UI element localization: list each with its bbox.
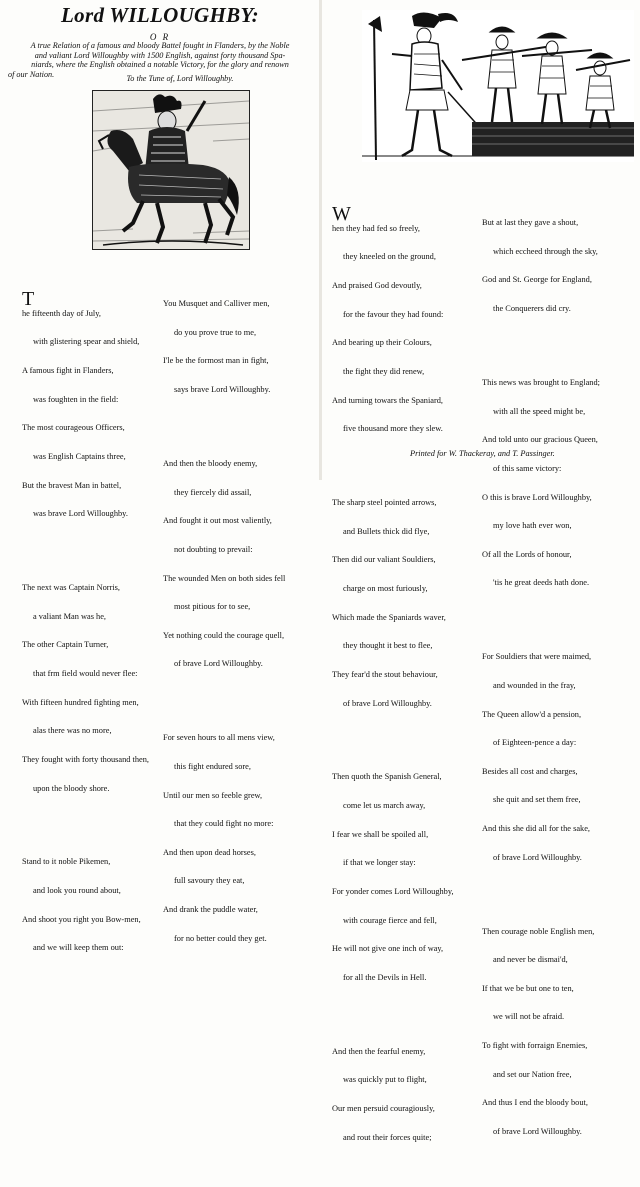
verse-column-4	[482, 180, 638, 1182]
verse-line: With fifteen hundred fighting men,	[22, 697, 139, 707]
verse-line: And then the bloody enemy,	[163, 458, 258, 468]
stanza	[22, 838, 172, 972]
verse-line: of brave Lord Willoughby.	[174, 659, 263, 669]
verse-line: not doubting to prevail:	[174, 544, 253, 554]
verse-line: that frm field would never flee:	[33, 668, 138, 678]
verse-line: and rout their forces quite;	[343, 1132, 432, 1142]
verse-line: the fight they did renew,	[343, 366, 425, 376]
verse-line: This news was brought to England;	[482, 377, 600, 387]
verse-line: I'le be the formost man in fight,	[163, 356, 269, 366]
verse-line: alas there was no more,	[33, 726, 112, 736]
drop-cap: T	[22, 287, 35, 310]
or-line: O R	[149, 32, 171, 42]
verse-line: with glistering spear and shield,	[33, 337, 140, 347]
verse-line: most pitious for to see,	[174, 602, 251, 612]
verse-line: that they could fight no more:	[174, 819, 274, 829]
verse-line: was brave Lord Willoughby.	[33, 509, 128, 519]
verse-line: And this she did all for the sake,	[482, 824, 590, 834]
verse-line: my love hath ever won,	[493, 521, 572, 531]
verse-line: Then courage noble English men,	[482, 926, 595, 936]
verse-line: You Musquet and Calliver men,	[163, 299, 270, 309]
woodcut-soldiers	[362, 10, 634, 162]
verse-line: And drank the puddle water,	[163, 905, 258, 915]
verse-line: and wounded in the fray,	[493, 680, 576, 690]
verse-line: full savoury they eat,	[174, 876, 245, 886]
verse-line: 'tis he great deeds hath done.	[493, 578, 590, 588]
verse-line: says brave Lord Willoughby.	[174, 385, 271, 395]
verse-line: But the bravest Man in battel,	[22, 480, 122, 490]
verse-line: And told unto our gracious Queen,	[482, 435, 598, 445]
verse-column-2	[163, 261, 317, 988]
verse-line: of brave Lord Willoughby.	[343, 698, 432, 708]
verse-line: And fought it out most valiently,	[163, 516, 272, 526]
verse-line: and Bullets thick did flye,	[343, 526, 430, 536]
stanza	[482, 907, 638, 1155]
verse-line: of Eighteen-pence a day:	[493, 738, 577, 748]
verse-line: and never be dismai'd,	[493, 955, 568, 965]
verse-line: The next was Captain Norris,	[22, 583, 121, 593]
stanza	[332, 1028, 482, 1162]
verse-line: and set our Nation free,	[493, 1069, 572, 1079]
verse-line: for the favour they had found:	[343, 309, 444, 319]
verse-line: Of all the Lords of honour,	[482, 549, 572, 559]
verse-line: they kneeled on the ground,	[343, 252, 436, 262]
verse-line: of brave Lord Willoughby.	[493, 852, 582, 862]
verse-line: To fight with forraign Enemies,	[482, 1041, 588, 1051]
verse-line: The other Captain Turner,	[22, 640, 109, 650]
verse-column-3	[332, 176, 482, 1187]
stanza	[482, 199, 638, 333]
stanza	[332, 195, 482, 453]
verse-line: charge on most furiously,	[343, 583, 428, 593]
stanza	[163, 714, 317, 962]
verse-line: For yonder comes Lord Willoughby,	[332, 886, 454, 896]
verse-line: Stand to it noble Pikemen,	[22, 857, 111, 867]
verse-line: he fifteenth day of July,	[22, 308, 101, 318]
verse-line: Until our men so feeble grew,	[163, 790, 263, 800]
stanza	[482, 633, 638, 881]
stanza	[163, 440, 317, 688]
verse-line: hen they had fed so freely,	[332, 223, 420, 233]
right-page	[322, 0, 640, 1142]
verse-line: come let us march away,	[343, 801, 426, 810]
verse-line: of brave Lord Willoughby.	[493, 1127, 582, 1137]
verse-line: for no better could they get.	[174, 933, 267, 943]
horseman-illustration	[93, 91, 249, 249]
verse-line: Then quoth the Spanish General,	[332, 772, 442, 782]
verse-line: Our men persuid couragiously,	[332, 1103, 435, 1113]
verse-line: For Souldiers that were maimed,	[482, 652, 592, 662]
stanza	[22, 280, 172, 538]
printer-imprint: Printed for W. Thackeray, and T. Passinger.	[410, 449, 555, 458]
verse-line: a valiant Man was he,	[33, 611, 106, 621]
verse-line: The Queen allow'd a pension,	[482, 709, 582, 719]
verse-line: And thus I end the bloody bout,	[482, 1098, 588, 1108]
soldiers-illustration	[362, 10, 634, 162]
verse-line: The most courageous Officers,	[22, 423, 125, 433]
stanza	[332, 753, 482, 1001]
subtitle-line: of our Nation.	[8, 69, 55, 79]
stanza	[163, 280, 317, 414]
verse-line: And then the fearful enemy,	[332, 1046, 426, 1056]
subtitle-line: niards, where the English obtained a notable Victory, for the glory and renown	[31, 60, 289, 70]
left-page	[0, 0, 320, 953]
verse-line: Which made the Spaniards waver,	[332, 612, 446, 622]
verse-line: this fight endured sore,	[174, 761, 251, 771]
verse-line: I fear we shall be spoiled all,	[332, 829, 429, 839]
verse-line: was quickly put to flight,	[343, 1075, 427, 1085]
verse-line: was English Captains three,	[33, 451, 126, 461]
verse-column-1	[22, 261, 172, 998]
verse-line: five thousand more they slew.	[343, 424, 443, 434]
verse-line: But at last they gave a shout,	[482, 218, 579, 228]
verse-line: And turning towars the Spaniard,	[332, 395, 443, 405]
verse-line: And then upon dead horses,	[163, 847, 256, 857]
verse-line: And bearing up their Colours,	[332, 338, 432, 348]
verse-line: and we will keep them out:	[33, 943, 124, 953]
verse-line: He will not give one inch of way,	[332, 944, 444, 954]
stanza	[22, 564, 172, 812]
verse-line: was foughten in the field:	[33, 394, 119, 404]
verse-line: they fiercely did assail,	[174, 487, 252, 497]
verse-line: of this same victory:	[493, 463, 562, 473]
verse-line: upon the bloody shore.	[33, 783, 110, 793]
woodcut-horseman	[92, 90, 250, 250]
verse-line: with all the speed might be,	[493, 406, 586, 416]
subtitle-line: and valiant Lord Willoughby with 1500 English, against forty thousand Spa-	[34, 50, 286, 60]
verse-line: for all the Devils in Hell.	[343, 972, 427, 982]
verse-line: which eccheed through the sky,	[493, 246, 598, 256]
verse-line: A famous fight in Flanders,	[22, 366, 114, 376]
verse-line: If that we be but one to ten,	[482, 983, 574, 993]
verse-line: And shoot you right you Bow-men,	[22, 914, 141, 924]
verse-line: O this is brave Lord Willoughby,	[482, 492, 592, 502]
verse-line: The sharp steel pointed arrows,	[332, 498, 437, 508]
stanza	[482, 359, 638, 607]
verse-line: The wounded Men on both sides fell	[163, 573, 286, 583]
verse-line: if that we longer stay:	[343, 858, 416, 868]
verse-line: For seven hours to all mens view,	[163, 733, 275, 743]
stanza	[332, 479, 482, 727]
verse-line: the Conquerers did cry.	[493, 304, 571, 314]
verse-line: do you prove true to me,	[174, 327, 257, 337]
verse-line: we will not be afraid.	[493, 1012, 565, 1022]
verse-line: God and St. George for England,	[482, 275, 592, 285]
verse-line: They fought with forty thousand then,	[22, 754, 149, 764]
verse-line: and look you round about,	[33, 886, 121, 895]
verse-line: she quit and set them free,	[493, 795, 581, 805]
verse-line: They fear'd the stout behaviour,	[332, 669, 438, 679]
tune-line: To the Tune of, Lord Willoughby.	[126, 74, 234, 83]
subtitle-line: A true Relation of a famous and bloody Battel fought in Flanders, by the Noble	[30, 41, 290, 50]
verse-line: Yet nothing could the courage quell,	[163, 630, 285, 640]
drop-cap: W	[332, 202, 351, 225]
verse-line: Then did our valiant Souldiers,	[332, 555, 436, 565]
verse-line: with courage fierce and fell,	[343, 915, 437, 925]
ballad-title: Lord WILLOUGHBY:	[61, 3, 259, 27]
verse-line: And praised God devoutly,	[332, 281, 422, 291]
verse-line: they thought it best to flee,	[343, 641, 433, 651]
verse-line: Besides all cost and charges,	[482, 766, 578, 776]
